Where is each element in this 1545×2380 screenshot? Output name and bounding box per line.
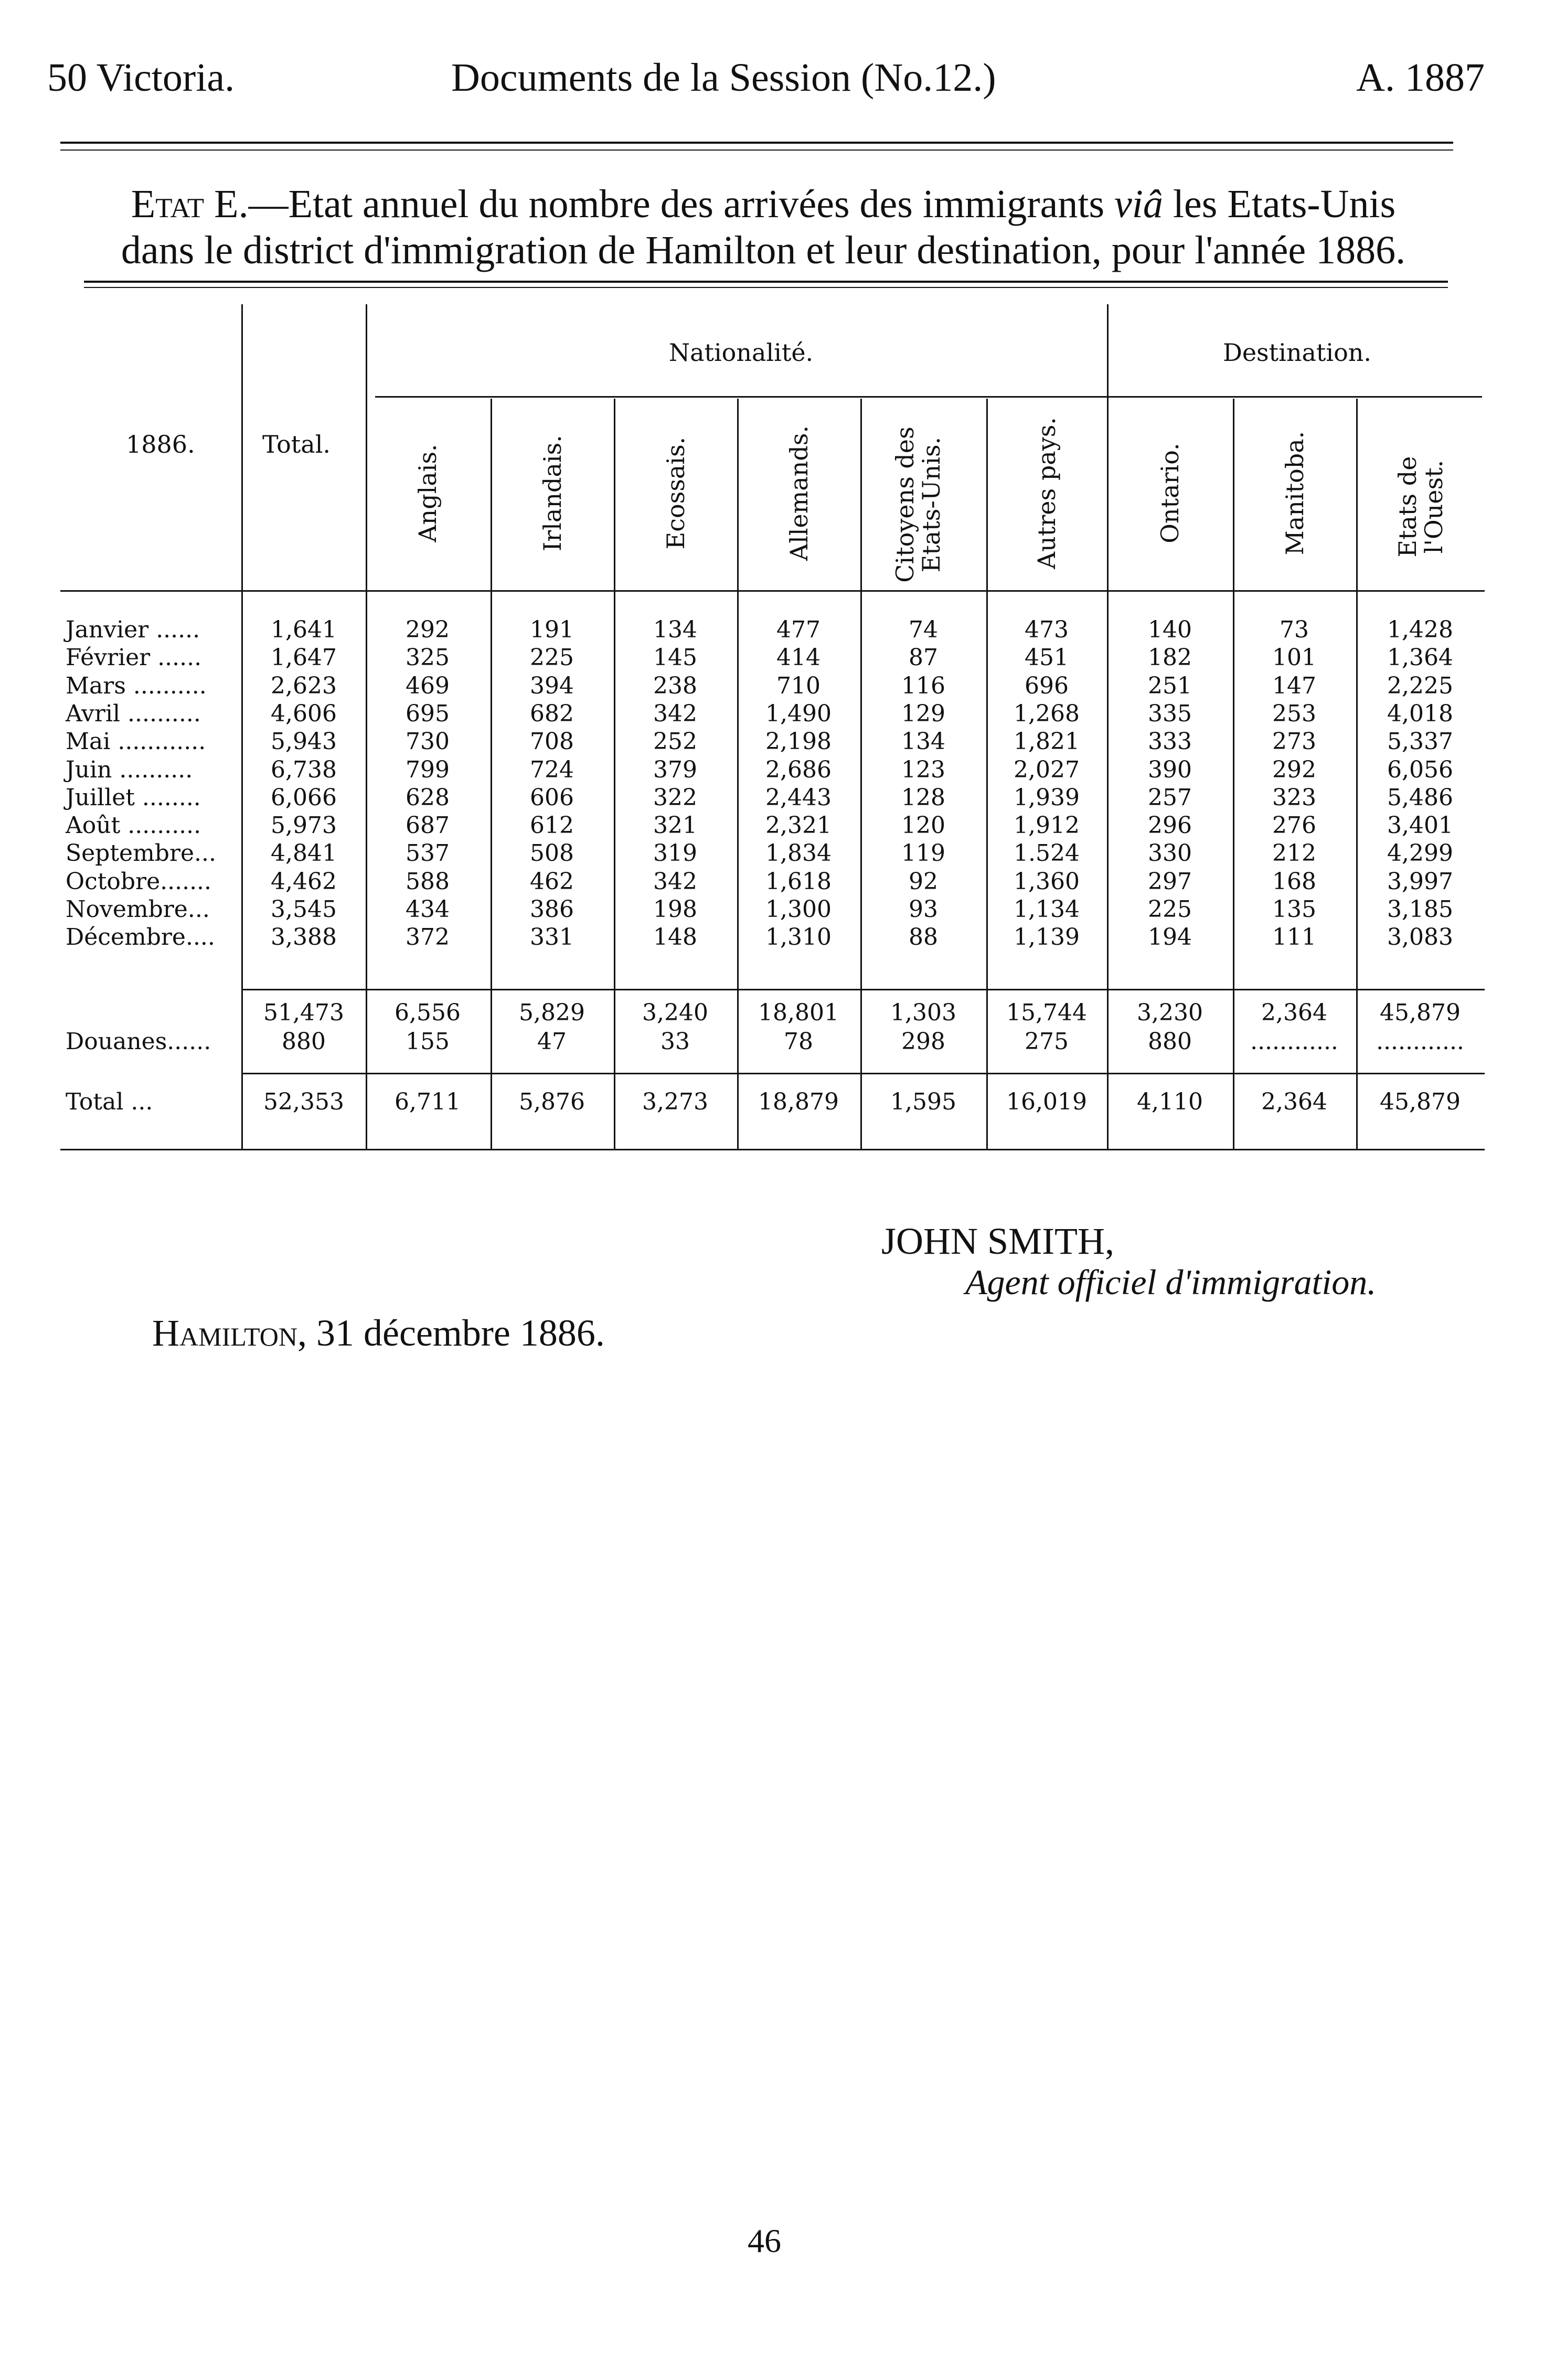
table-cell: 5,876: [519, 1088, 585, 1115]
table-cell: 257: [1148, 784, 1192, 811]
table-cell: 323: [1272, 784, 1316, 811]
signature-name: JOHN SMITH,: [881, 1220, 1115, 1262]
table-cell: 1,647: [271, 644, 337, 671]
table-cell: 708: [530, 728, 574, 755]
table-cell: 18,879: [758, 1088, 839, 1115]
row-label: Mai ............: [66, 728, 206, 755]
table-cell: 628: [406, 784, 450, 811]
col-header-allemands: Allemands.: [785, 425, 813, 561]
table-cell: 88: [909, 924, 938, 951]
row-label: Juillet ........: [66, 784, 201, 811]
title-italic-via: viâ: [1114, 182, 1163, 226]
header-bottom-rule: [60, 590, 1485, 592]
table-cell: 251: [1148, 672, 1192, 699]
table-cell: 386: [530, 896, 574, 923]
group-header-destination: Destination.: [1222, 338, 1372, 367]
table-cell: 292: [1272, 756, 1316, 783]
table-cell: 111: [1272, 924, 1316, 951]
table-cell: 3,401: [1387, 812, 1453, 839]
header-rule-top: [60, 142, 1453, 144]
table-cell: 473: [1025, 616, 1069, 643]
table-cell: 3,997: [1387, 868, 1453, 895]
table-cell: 155: [406, 1028, 450, 1055]
table-cell: 394: [530, 672, 574, 699]
table-cell: 194: [1148, 924, 1192, 951]
table-cell: 379: [653, 756, 697, 783]
col-header-manitoba: Manitoba.: [1281, 431, 1309, 556]
row-label: Décembre....: [66, 924, 215, 951]
page-number: 46: [748, 2222, 781, 2259]
table-bottom-rule: [60, 1149, 1485, 1150]
table-cell: 451: [1025, 644, 1069, 671]
table-cell: 1,134: [1014, 896, 1080, 923]
table-cell: 390: [1148, 756, 1192, 783]
table-cell: 4,841: [271, 840, 337, 867]
table-cell: 2,443: [765, 784, 832, 811]
row-label: Juin ..........: [66, 756, 193, 783]
table-cell: 1,360: [1014, 868, 1080, 895]
table-cell: 696: [1025, 672, 1069, 699]
table-cell: 710: [776, 672, 821, 699]
table-cell: 1,939: [1014, 784, 1080, 811]
title-rule-2: [84, 287, 1448, 288]
table-cell: 880: [282, 1028, 326, 1055]
table-cell: 116: [901, 672, 945, 699]
table-cell: 2,225: [1387, 672, 1453, 699]
table-cell: 15,744: [1006, 999, 1087, 1026]
table-cell: 135: [1272, 896, 1316, 923]
table-cell: 3,545: [271, 896, 337, 923]
col-header-ecossais: Ecossais.: [662, 436, 690, 550]
place-date: [152, 1311, 605, 1355]
col-header-autres-pays: Autres pays.: [1032, 417, 1061, 569]
table-cell: 1,303: [890, 999, 956, 1026]
table-title: [47, 181, 1479, 273]
col-header-anglais: Anglais.: [413, 444, 442, 542]
place-name: Hamilton,: [152, 1312, 307, 1354]
group-header-nationalite: Nationalité.: [668, 338, 814, 367]
table-cell: 588: [406, 868, 450, 895]
table-cell: 3,230: [1137, 999, 1203, 1026]
row-label: Octobre.......: [66, 868, 212, 895]
row-label: Total ...: [66, 1088, 153, 1115]
table-cell: 687: [406, 812, 450, 839]
table-cell: 1,139: [1014, 924, 1080, 951]
table-cell: 6,556: [395, 999, 461, 1026]
col-header-ontario: Ontario.: [1156, 443, 1184, 543]
table-cell: 5,973: [271, 812, 337, 839]
table-cell: 331: [530, 924, 574, 951]
table-cell: 147: [1272, 672, 1316, 699]
table-cell: 52,353: [263, 1088, 344, 1115]
table-cell: 129: [901, 700, 945, 727]
table-cell: 18,801: [758, 999, 839, 1026]
table-cell: 145: [653, 644, 697, 671]
table-cell: 1,821: [1014, 728, 1080, 755]
table-cell: 5,337: [1387, 728, 1453, 755]
table-cell: 92: [909, 868, 938, 895]
table-cell: 730: [406, 728, 450, 755]
table-cell: 612: [530, 812, 574, 839]
table-cell: 434: [406, 896, 450, 923]
col-divider: [241, 304, 243, 1149]
table-cell: 51,473: [263, 999, 344, 1026]
table-cell: 297: [1148, 868, 1192, 895]
table-cell: 462: [530, 868, 574, 895]
table-cell: 253: [1272, 700, 1316, 727]
title-rule-1: [84, 281, 1448, 283]
table-cell: 93: [909, 896, 938, 923]
table-cell: 342: [653, 700, 697, 727]
table-cell: 1,428: [1387, 616, 1453, 643]
table-cell: 321: [653, 812, 697, 839]
table-cell: 225: [1148, 896, 1192, 923]
page-header: [47, 55, 1485, 100]
row-label: Septembre...: [66, 840, 216, 867]
table-cell: 148: [653, 924, 697, 951]
row-label: Août ..........: [66, 812, 201, 839]
table-cell: 3,273: [642, 1088, 708, 1115]
row-label: Novembre...: [66, 896, 210, 923]
table-cell: 134: [653, 616, 697, 643]
table-cell: 212: [1272, 840, 1316, 867]
table-cell: 319: [653, 840, 697, 867]
col-divider: [1107, 304, 1109, 1149]
table-cell: 2,027: [1014, 756, 1080, 783]
table-cell: 372: [406, 924, 450, 951]
table-cell: 333: [1148, 728, 1192, 755]
col-divider: [860, 399, 862, 1149]
table-cell: 1,912: [1014, 812, 1080, 839]
table-cell: 4,299: [1387, 840, 1453, 867]
table-cell: 6,711: [395, 1088, 461, 1115]
table-cell: 4,462: [271, 868, 337, 895]
table-cell: 6,056: [1387, 756, 1453, 783]
col-header-citoyens: Citoyens des Etats-Unis.: [891, 426, 945, 583]
table-cell: 74: [909, 616, 938, 643]
table-cell: 47: [537, 1028, 567, 1055]
table-cell: 414: [776, 644, 821, 671]
title-line1-end: les Etats-Unis: [1163, 182, 1396, 226]
table-cell: 78: [784, 1028, 813, 1055]
table-cell: 123: [901, 756, 945, 783]
table-cell: 4,110: [1137, 1088, 1203, 1115]
table-cell: 191: [530, 616, 574, 643]
table-cell: 45,879: [1380, 1088, 1461, 1115]
signature-title: Agent officiel d'immigration.: [965, 1262, 1377, 1302]
table-cell: 1,310: [765, 924, 832, 951]
year-header: 1886.: [126, 430, 195, 458]
table-cell: 182: [1148, 644, 1192, 671]
total-rule: [241, 1073, 1485, 1074]
total-header: Total.: [262, 430, 331, 458]
table-cell: 140: [1148, 616, 1192, 643]
table-cell: 119: [901, 840, 945, 867]
title-prefix: Etat E.: [131, 182, 249, 226]
table-cell: 1,834: [765, 840, 832, 867]
table-cell: 1,618: [765, 868, 832, 895]
table-cell: 33: [660, 1028, 690, 1055]
header-rule-bottom: [60, 150, 1453, 151]
table-cell: 1,300: [765, 896, 832, 923]
row-label: Avril ..........: [66, 700, 201, 727]
table-cell: 16,019: [1006, 1088, 1087, 1115]
row-label: Février ......: [66, 644, 202, 671]
header-year: A. 1887: [1356, 56, 1485, 100]
table-cell: 3,185: [1387, 896, 1453, 923]
table-cell: 5,829: [519, 999, 585, 1026]
table-cell: 2,686: [765, 756, 832, 783]
table-cell: 134: [901, 728, 945, 755]
table-cell: 606: [530, 784, 574, 811]
table-cell: 3,240: [642, 999, 708, 1026]
date-text: 31 décembre 1886.: [307, 1312, 605, 1354]
col-header-etats-ouest: Etats de l'Ouest.: [1393, 456, 1448, 558]
table-cell: 508: [530, 840, 574, 867]
row-label: Janvier ......: [66, 616, 200, 643]
table-cell: 87: [909, 644, 938, 671]
table-cell: 325: [406, 644, 450, 671]
table-cell: 292: [406, 616, 450, 643]
table-cell: 4,018: [1387, 700, 1453, 727]
table-cell: 1.524: [1014, 840, 1080, 867]
table-cell: 724: [530, 756, 574, 783]
table-cell: 1,364: [1387, 644, 1453, 671]
table-cell: 3,388: [271, 924, 337, 951]
header-documents: Documents de la Session (No.12.): [451, 56, 996, 100]
table-cell: 1,641: [271, 616, 337, 643]
table-cell: 6,738: [271, 756, 337, 783]
table-cell: 45,879: [1380, 999, 1461, 1026]
table-cell: 1,268: [1014, 700, 1080, 727]
table-cell: 2,623: [271, 672, 337, 699]
table-cell: 5,943: [271, 728, 337, 755]
table-cell: ............: [1376, 1028, 1464, 1055]
table-cell: 695: [406, 700, 450, 727]
table-cell: 1,490: [765, 700, 832, 727]
col-header-irlandais: Irlandais.: [538, 435, 567, 551]
table-cell: 3,083: [1387, 924, 1453, 951]
title-line1-text: —Etat annuel du nombre des arrivées des immigrants: [248, 182, 1115, 226]
table-cell: 238: [653, 672, 697, 699]
row-label: Mars ..........: [66, 672, 207, 699]
table-cell: 2,198: [765, 728, 832, 755]
table-cell: 6,066: [271, 784, 337, 811]
table-cell: 252: [653, 728, 697, 755]
title-line-1: [47, 181, 1479, 227]
table-cell: 120: [901, 812, 945, 839]
table-cell: 477: [776, 616, 821, 643]
table-cell: 2,364: [1261, 999, 1327, 1026]
table-cell: 469: [406, 672, 450, 699]
col-divider: [1356, 399, 1358, 1149]
table-cell: 335: [1148, 700, 1192, 727]
table-cell: 1,595: [890, 1088, 956, 1115]
immigration-table: [60, 299, 1485, 1159]
table-cell: 537: [406, 840, 450, 867]
table-cell: 2,364: [1261, 1088, 1327, 1115]
table-cell: 330: [1148, 840, 1192, 867]
table-cell: 73: [1280, 616, 1309, 643]
group-header-rule: [375, 396, 1482, 398]
table-cell: 342: [653, 868, 697, 895]
table-cell: 5,486: [1387, 784, 1453, 811]
table-cell: 296: [1148, 812, 1192, 839]
table-cell: 168: [1272, 868, 1316, 895]
table-cell: 682: [530, 700, 574, 727]
table-cell: 880: [1148, 1028, 1192, 1055]
title-line-2: dans le district d'immigration de Hamilton et leur destination, pour l'année 1886.: [121, 228, 1406, 272]
table-cell: 275: [1025, 1028, 1069, 1055]
row-label: Douanes......: [66, 1028, 211, 1055]
table-cell: 198: [653, 896, 697, 923]
table-cell: 101: [1272, 644, 1316, 671]
table-cell: 298: [901, 1028, 945, 1055]
subtotal-rule: [241, 989, 1485, 990]
table-cell: 225: [530, 644, 574, 671]
table-cell: ............: [1250, 1028, 1338, 1055]
table-cell: 799: [406, 756, 450, 783]
table-cell: 128: [901, 784, 945, 811]
header-session: 50 Victoria.: [47, 56, 235, 100]
table-cell: 276: [1272, 812, 1316, 839]
table-cell: 273: [1272, 728, 1316, 755]
table-cell: 4,606: [271, 700, 337, 727]
table-cell: 322: [653, 784, 697, 811]
table-cell: 2,321: [765, 812, 832, 839]
